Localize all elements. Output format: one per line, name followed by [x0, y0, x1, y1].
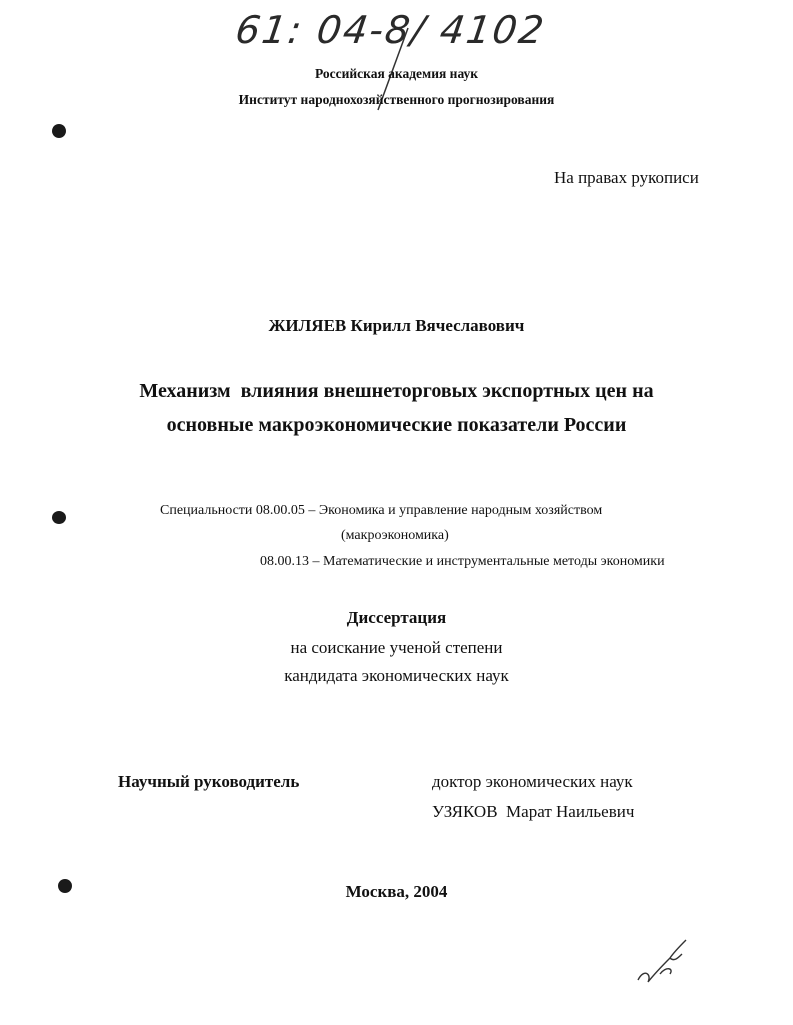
scan-blot	[58, 879, 72, 893]
city-year: Москва, 2004	[345, 882, 448, 901]
thesis-title-line-1: Механизм влияния внешнеторговых экспортных цен на	[139, 380, 654, 402]
scan-blot	[52, 124, 66, 138]
specialty-line-3: 08.00.13 – Математические и инструментальные методы экономики	[260, 554, 665, 569]
document-type: Диссертация	[346, 608, 447, 627]
scan-blot	[52, 511, 66, 524]
signature	[630, 928, 702, 992]
specialty-line-2: (макроэкономика)	[341, 528, 449, 543]
supervisor-name: УЗЯКОВ Марат Наильевич	[432, 802, 635, 821]
archive-number: 61: 04-8/ 4102	[232, 8, 549, 52]
degree-line-2: кандидата экономических наук	[284, 666, 509, 685]
organization-name: Российская академия наук	[314, 66, 479, 81]
supervisor-label: Научный руководитель	[118, 772, 300, 791]
degree-line-1: на соискание ученой степени	[290, 638, 503, 657]
specialty-line-1: Специальности 08.00.05 – Экономика и управление народным хозяйством	[160, 503, 603, 518]
thesis-title-line-2: основные макроэкономические показатели России	[166, 414, 627, 436]
rights-note: На правах рукописи	[554, 168, 699, 187]
institute-name: Институт народнохозяйственного прогнозирования	[238, 92, 555, 107]
author-name: ЖИЛЯЕВ Кирилл Вячеславович	[268, 316, 525, 335]
supervisor-degree: доктор экономических наук	[432, 772, 633, 791]
